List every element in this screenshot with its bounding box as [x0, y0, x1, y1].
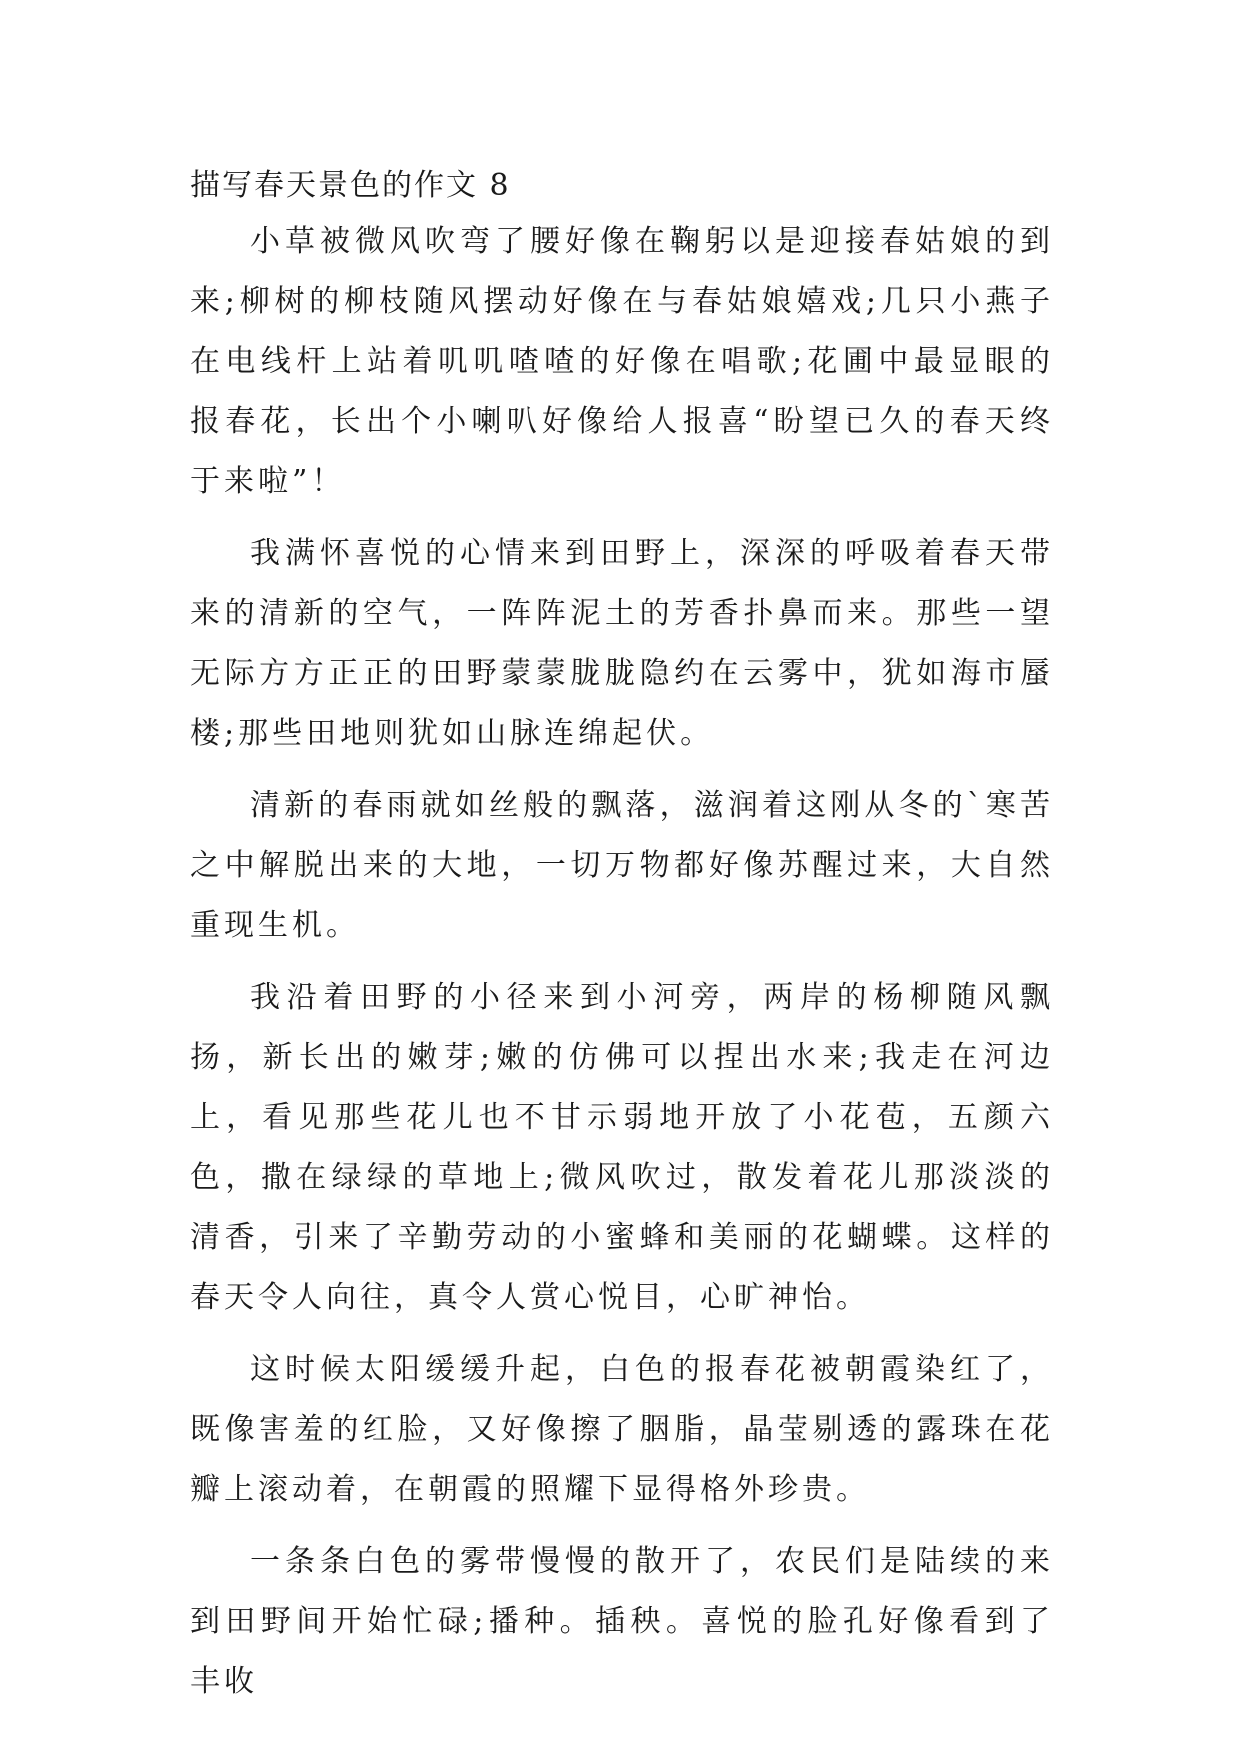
paragraph-5: 这时候太阳缓缓升起，白色的报春花被朝霞染红了，既像害羞的红脸，又好像擦了胭脂，晶莹剔透的露珠在花瓣上滚动着，在朝霞的照耀下显得格外珍贵。	[190, 1352, 1054, 1507]
paragraph-3: 清新的春雨就如丝般的飘落，滋润着这刚从冬的`寒苦之中解脱出来的大地，一切万物都好像苏醒过来，大自然重现生机。	[190, 788, 1054, 943]
document-body	[190, 160, 1054, 1724]
paragraph-6: 一条条白色的雾带慢慢的散开了，农民们是陆续的来到田野间开始忙碌;播种。插秧。喜悦的脸孔好像看到了丰收	[190, 1544, 1054, 1699]
paragraph-4: 我沿着田野的小径来到小河旁，两岸的杨柳随风飘扬，新长出的嫩芽;嫩的仿佛可以捏出水来;我走在河边上，看见那些花儿也不甘示弱地开放了小花苞，五颜六色，撒在绿绿的草地上;微风吹过，散发着花儿那淡淡的清香，引来了辛勤劳动的小蜜蜂和美丽的花蝴蝶。这样的春天令人向往，真令人赏心悦目，心旷神怡。	[190, 980, 1054, 1315]
paragraph-1: 小草被微风吹弯了腰好像在鞠躬以是迎接春姑娘的到来;柳树的柳枝随风摆动好像在与春姑娘嬉戏;几只小燕子在电线杆上站着叽叽喳喳的好像在唱歌;花圃中最显眼的报春花，长出个小喇叭好像给人报喜“盼望已久的春天终于来啦”！	[190, 224, 1054, 499]
paragraph-2: 我满怀喜悦的心情来到田野上，深深的呼吸着春天带来的清新的空气，一阵阵泥土的芳香扑鼻而来。那些一望无际方方正正的田野蒙蒙胧胧隐约在云雾中，犹如海市蜃楼;那些田地则犹如山脉连绵起伏。	[190, 536, 1054, 751]
document-title: 描写春天景色的作文 8	[190, 168, 511, 203]
